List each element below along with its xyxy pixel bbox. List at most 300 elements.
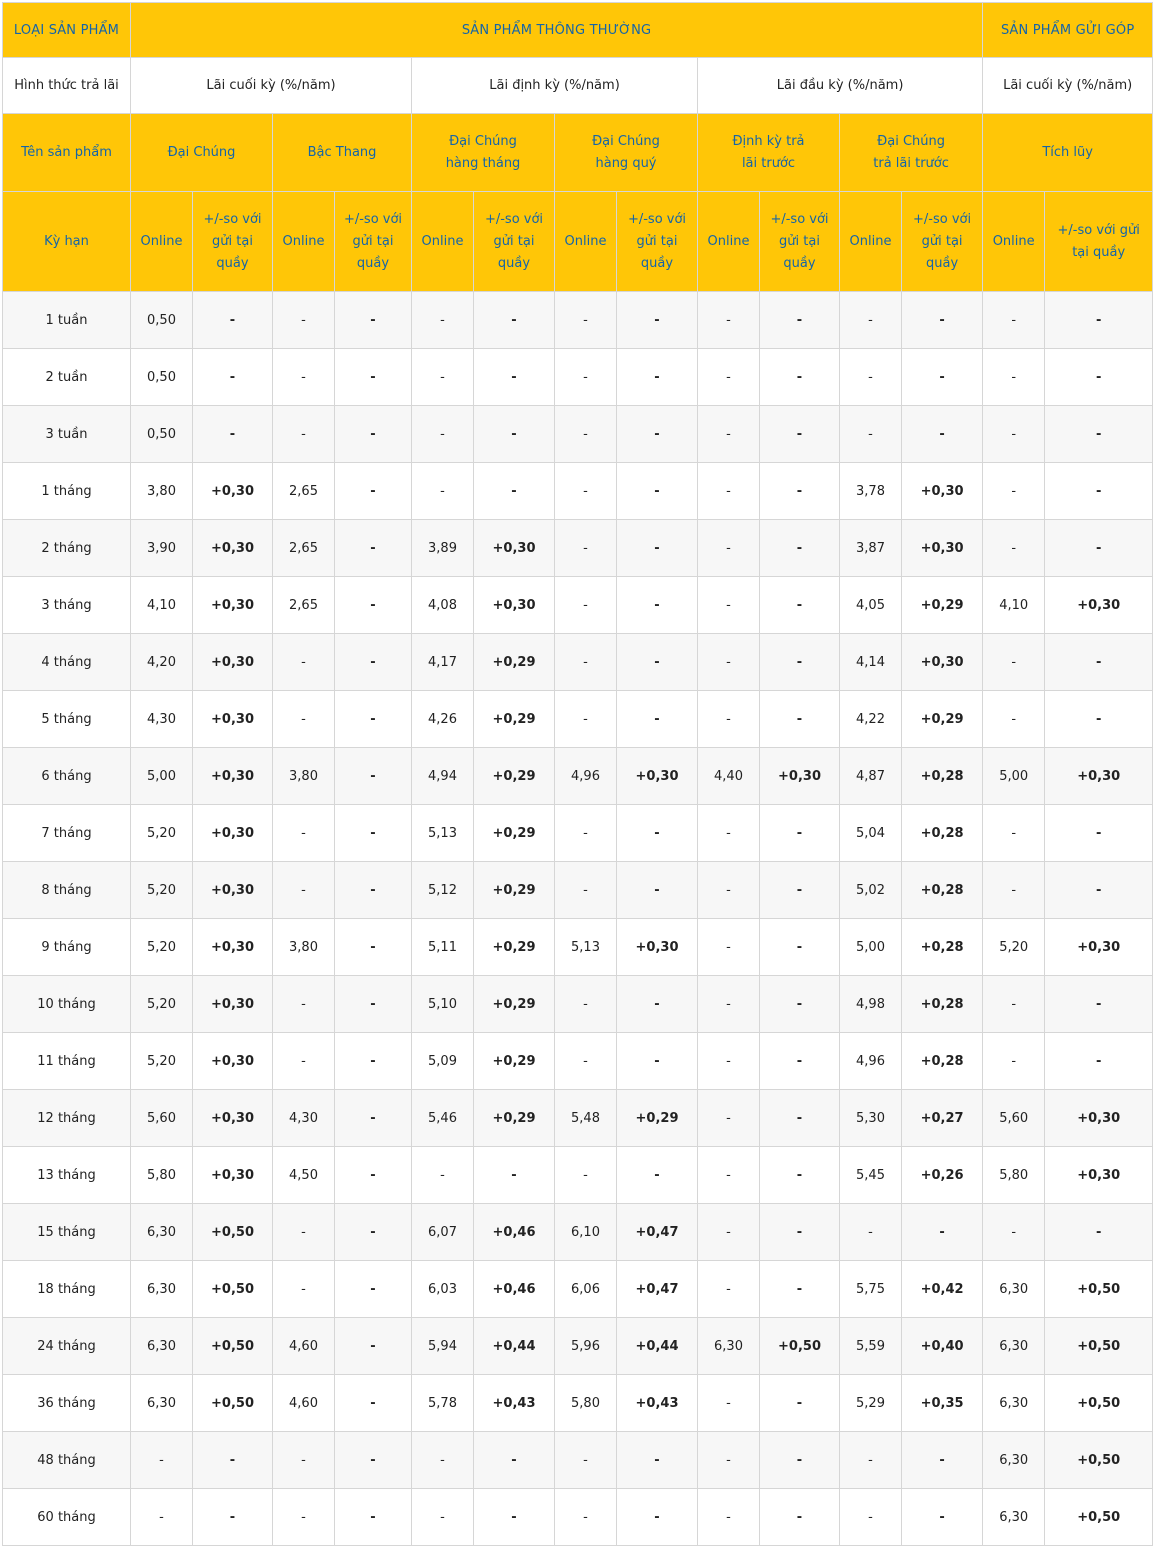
diff-rate-cell: +0,46	[474, 1261, 555, 1318]
diff-rate-cell: -	[335, 862, 412, 919]
diff-rate-cell: -	[760, 1204, 840, 1261]
diff-rate-cell: +0,43	[474, 1375, 555, 1432]
diff-rate-cell: +0,30	[193, 691, 273, 748]
online-rate-cell: 0,50	[131, 349, 193, 406]
diff-column-header: +/-so với gửi tại quầy	[760, 192, 840, 292]
online-rate-cell: 6,30	[983, 1375, 1045, 1432]
term-cell: 1 tuần	[3, 292, 131, 349]
online-rate-cell: 4,40	[698, 748, 760, 805]
diff-rate-cell: +0,30	[193, 976, 273, 1033]
online-rate-cell: 5,20	[131, 919, 193, 976]
online-rate-cell: 5,04	[840, 805, 902, 862]
term-cell: 12 tháng	[3, 1090, 131, 1147]
diff-rate-cell: +0,50	[1045, 1489, 1153, 1546]
table-row	[3, 1318, 1153, 1375]
diff-rate-cell: -	[617, 1033, 698, 1090]
online-rate-cell: 5,60	[131, 1090, 193, 1147]
online-rate-cell: -	[555, 577, 617, 634]
online-rate-cell: -	[698, 577, 760, 634]
table-row	[3, 1033, 1153, 1090]
online-rate-cell: 3,90	[131, 520, 193, 577]
online-rate-cell: -	[698, 1432, 760, 1489]
table-row	[3, 919, 1153, 976]
table-row	[3, 1261, 1153, 1318]
diff-rate-cell: +0,29	[617, 1090, 698, 1147]
diff-rate-cell: -	[760, 1261, 840, 1318]
online-rate-cell: 4,60	[273, 1318, 335, 1375]
diff-rate-cell: -	[474, 349, 555, 406]
diff-rate-cell: +0,44	[474, 1318, 555, 1375]
online-rate-cell: -	[983, 520, 1045, 577]
online-column-header: Online	[983, 192, 1045, 292]
table-row	[3, 805, 1153, 862]
diff-rate-cell: +0,44	[617, 1318, 698, 1375]
diff-rate-cell: +0,29	[474, 1090, 555, 1147]
online-rate-cell: -	[412, 1432, 474, 1489]
diff-rate-cell: -	[474, 463, 555, 520]
online-rate-cell: -	[698, 1375, 760, 1432]
online-rate-cell: -	[840, 1432, 902, 1489]
product-name-text: hàng quý	[595, 155, 657, 171]
product-name-text: Tích lũy	[1042, 144, 1093, 160]
diff-rate-cell: -	[335, 1090, 412, 1147]
online-rate-cell: 6,30	[983, 1432, 1045, 1489]
online-rate-cell: -	[840, 1489, 902, 1546]
diff-rate-cell: -	[474, 406, 555, 463]
online-rate-cell: -	[273, 292, 335, 349]
term-cell: 15 tháng	[3, 1204, 131, 1261]
online-rate-cell: -	[698, 1147, 760, 1204]
online-rate-cell: 6,30	[131, 1375, 193, 1432]
product-name-row	[3, 114, 1153, 192]
online-rate-cell: 5,13	[412, 805, 474, 862]
online-rate-cell: -	[273, 1489, 335, 1546]
diff-rate-cell: -	[617, 691, 698, 748]
table-row	[3, 862, 1153, 919]
diff-rate-cell: -	[335, 805, 412, 862]
online-rate-cell: -	[983, 349, 1045, 406]
end-of-term-header: Lãi cuối kỳ (%/năm)	[131, 58, 412, 114]
online-rate-cell: 5,48	[555, 1090, 617, 1147]
diff-rate-cell: -	[902, 1204, 983, 1261]
diff-rate-cell: -	[760, 805, 840, 862]
online-rate-cell: -	[983, 1204, 1045, 1261]
diff-rate-cell: +0,29	[902, 577, 983, 634]
diff-rate-cell: -	[760, 406, 840, 463]
online-rate-cell: -	[273, 1204, 335, 1261]
online-rate-cell: 6,30	[983, 1261, 1045, 1318]
diff-rate-cell: -	[474, 1147, 555, 1204]
online-rate-cell: 6,06	[555, 1261, 617, 1318]
diff-rate-cell: +0,30	[1045, 919, 1153, 976]
diff-column-header: +/-so với gửi tại quầy	[474, 192, 555, 292]
diff-rate-cell: -	[1045, 406, 1153, 463]
online-rate-cell: -	[555, 349, 617, 406]
online-rate-cell: -	[983, 862, 1045, 919]
online-column-header: Online	[273, 192, 335, 292]
product-type-row	[3, 3, 1153, 58]
online-rate-cell: -	[555, 1033, 617, 1090]
online-rate-cell: 5,46	[412, 1090, 474, 1147]
product-name-text: Đại Chúng	[167, 144, 236, 160]
online-rate-cell: 4,96	[555, 748, 617, 805]
online-rate-cell: -	[555, 976, 617, 1033]
product-name-text: Đại Chúng	[877, 133, 945, 149]
payment-method-row	[3, 58, 1153, 114]
diff-rate-cell: -	[335, 976, 412, 1033]
diff-rate-cell: -	[335, 463, 412, 520]
product-type-label: LOẠI SẢN PHẨM	[3, 3, 131, 58]
table-row	[3, 292, 1153, 349]
product-name-text: Đại Chúng	[449, 133, 517, 149]
online-rate-cell: -	[273, 805, 335, 862]
online-rate-cell: 4,26	[412, 691, 474, 748]
online-rate-cell: 5,75	[840, 1261, 902, 1318]
diff-rate-cell: -	[193, 1489, 273, 1546]
diff-rate-cell: +0,29	[902, 691, 983, 748]
online-rate-cell: 4,10	[131, 577, 193, 634]
online-column-header: Online	[555, 192, 617, 292]
product-dai-chung-monthly	[412, 114, 555, 192]
product-periodic-prepaid	[698, 114, 840, 192]
online-rate-cell: -	[273, 1033, 335, 1090]
diff-rate-cell: +0,50	[193, 1204, 273, 1261]
online-rate-cell: 5,12	[412, 862, 474, 919]
diff-rate-cell: -	[617, 292, 698, 349]
diff-rate-cell: +0,28	[902, 1033, 983, 1090]
online-rate-cell: 5,00	[840, 919, 902, 976]
online-rate-cell: 5,80	[131, 1147, 193, 1204]
online-rate-cell: 4,10	[983, 577, 1045, 634]
online-rate-cell: -	[698, 463, 760, 520]
online-rate-cell: -	[840, 349, 902, 406]
online-rate-cell: 5,60	[983, 1090, 1045, 1147]
diff-rate-cell: +0,29	[474, 805, 555, 862]
diff-rate-cell: -	[760, 691, 840, 748]
online-rate-cell: 5,29	[840, 1375, 902, 1432]
diff-rate-cell: -	[617, 1147, 698, 1204]
end-of-term-header-installment: Lãi cuối kỳ (%/năm)	[983, 58, 1153, 114]
diff-rate-cell: -	[617, 577, 698, 634]
online-column-header: Online	[840, 192, 902, 292]
online-rate-cell: 6,30	[983, 1489, 1045, 1546]
diff-rate-cell: -	[760, 1489, 840, 1546]
diff-rate-cell: +0,30	[193, 1147, 273, 1204]
diff-rate-cell: -	[617, 634, 698, 691]
online-rate-cell: -	[412, 1147, 474, 1204]
product-name-text: lãi trước	[741, 155, 796, 171]
diff-rate-cell: -	[335, 349, 412, 406]
table-row	[3, 1204, 1153, 1261]
diff-rate-cell: -	[193, 406, 273, 463]
diff-rate-cell: -	[335, 292, 412, 349]
diff-rate-cell: +0,28	[902, 862, 983, 919]
diff-rate-cell: -	[760, 520, 840, 577]
online-rate-cell: -	[412, 349, 474, 406]
diff-rate-cell: -	[760, 1090, 840, 1147]
diff-rate-cell: +0,30	[760, 748, 840, 805]
online-rate-cell: 6,07	[412, 1204, 474, 1261]
diff-rate-cell: +0,29	[474, 1033, 555, 1090]
diff-rate-cell: +0,43	[617, 1375, 698, 1432]
online-rate-cell: -	[273, 1432, 335, 1489]
term-cell: 11 tháng	[3, 1033, 131, 1090]
diff-rate-cell: -	[335, 1204, 412, 1261]
online-rate-cell: 3,80	[131, 463, 193, 520]
start-of-term-header: Lãi đầu kỳ (%/năm)	[698, 58, 983, 114]
online-rate-cell: 6,30	[698, 1318, 760, 1375]
online-rate-cell: -	[555, 862, 617, 919]
diff-rate-cell: +0,28	[902, 748, 983, 805]
regular-products-header: SẢN PHẨM THÔNG THƯỜNG	[131, 3, 983, 58]
online-rate-cell: -	[983, 463, 1045, 520]
diff-rate-cell: -	[1045, 520, 1153, 577]
product-name-text: Định kỳ trả	[732, 133, 805, 149]
diff-rate-cell: -	[335, 1261, 412, 1318]
term-cell: 9 tháng	[3, 919, 131, 976]
online-rate-cell: -	[698, 1489, 760, 1546]
diff-rate-cell: -	[1045, 1033, 1153, 1090]
term-cell: 3 tuần	[3, 406, 131, 463]
online-rate-cell: 4,50	[273, 1147, 335, 1204]
online-rate-cell: -	[412, 463, 474, 520]
online-rate-cell: 3,78	[840, 463, 902, 520]
table-row	[3, 1147, 1153, 1204]
online-rate-cell: 4,08	[412, 577, 474, 634]
table-row	[3, 1432, 1153, 1489]
diff-rate-cell: -	[760, 919, 840, 976]
table-row	[3, 1375, 1153, 1432]
diff-rate-cell: -	[760, 1147, 840, 1204]
diff-rate-cell: +0,50	[193, 1261, 273, 1318]
online-rate-cell: 5,80	[555, 1375, 617, 1432]
online-rate-cell: 4,96	[840, 1033, 902, 1090]
diff-rate-cell: +0,47	[617, 1261, 698, 1318]
diff-rate-cell: +0,30	[193, 748, 273, 805]
term-cell: 24 tháng	[3, 1318, 131, 1375]
term-header-row	[3, 192, 1153, 292]
online-rate-cell: -	[983, 1033, 1045, 1090]
diff-rate-cell: -	[760, 634, 840, 691]
diff-rate-cell: -	[335, 1432, 412, 1489]
online-rate-cell: 6,30	[131, 1204, 193, 1261]
online-rate-cell: -	[273, 976, 335, 1033]
diff-column-header: +/-so với gửi tại quầy	[1045, 192, 1153, 292]
diff-rate-cell: -	[760, 577, 840, 634]
diff-rate-cell: +0,29	[474, 634, 555, 691]
diff-rate-cell: -	[617, 349, 698, 406]
diff-rate-cell: -	[1045, 349, 1153, 406]
diff-rate-cell: +0,30	[193, 862, 273, 919]
diff-rate-cell: -	[335, 691, 412, 748]
online-rate-cell: -	[273, 406, 335, 463]
diff-rate-cell: -	[617, 805, 698, 862]
term-cell: 1 tháng	[3, 463, 131, 520]
product-tich-luy	[983, 114, 1153, 192]
online-rate-cell: -	[698, 1033, 760, 1090]
diff-rate-cell: -	[335, 748, 412, 805]
diff-rate-cell: +0,29	[474, 862, 555, 919]
diff-column-header: +/-so với gửi tại quầy	[335, 192, 412, 292]
online-rate-cell: 5,59	[840, 1318, 902, 1375]
diff-column-header: +/-so với gửi tại quầy	[902, 192, 983, 292]
diff-rate-cell: +0,30	[902, 634, 983, 691]
diff-rate-cell: +0,50	[1045, 1375, 1153, 1432]
diff-column-header: +/-so với gửi tại quầy	[617, 192, 698, 292]
diff-rate-cell: -	[193, 292, 273, 349]
online-rate-cell: -	[273, 862, 335, 919]
diff-column-header: +/-so với gửi tại quầy	[193, 192, 273, 292]
product-dai-chung-quarterly	[555, 114, 698, 192]
online-rate-cell: -	[698, 976, 760, 1033]
diff-rate-cell: +0,30	[193, 520, 273, 577]
online-rate-cell: 5,11	[412, 919, 474, 976]
diff-rate-cell: -	[617, 1489, 698, 1546]
term-cell: 4 tháng	[3, 634, 131, 691]
term-cell: 8 tháng	[3, 862, 131, 919]
table-row	[3, 349, 1153, 406]
term-cell: 2 tháng	[3, 520, 131, 577]
online-rate-cell: 6,30	[983, 1318, 1045, 1375]
online-rate-cell: 4,22	[840, 691, 902, 748]
table-row	[3, 691, 1153, 748]
term-cell: 18 tháng	[3, 1261, 131, 1318]
online-rate-cell: -	[840, 406, 902, 463]
diff-rate-cell: +0,28	[902, 805, 983, 862]
online-rate-cell: -	[983, 976, 1045, 1033]
product-name-text: Bậc Thang	[307, 144, 377, 160]
online-column-header: Online	[131, 192, 193, 292]
online-rate-cell: -	[698, 292, 760, 349]
diff-rate-cell: -	[760, 862, 840, 919]
table-row	[3, 634, 1153, 691]
online-rate-cell: 5,00	[983, 748, 1045, 805]
diff-rate-cell: -	[760, 1375, 840, 1432]
online-rate-cell: 5,10	[412, 976, 474, 1033]
diff-rate-cell: -	[617, 862, 698, 919]
diff-rate-cell: -	[760, 976, 840, 1033]
online-column-header: Online	[698, 192, 760, 292]
online-rate-cell: -	[412, 292, 474, 349]
diff-rate-cell: -	[1045, 292, 1153, 349]
online-rate-cell: -	[131, 1489, 193, 1546]
online-rate-cell: -	[555, 634, 617, 691]
diff-rate-cell: +0,30	[1045, 748, 1153, 805]
online-rate-cell: -	[698, 1090, 760, 1147]
table-row	[3, 463, 1153, 520]
diff-rate-cell: +0,46	[474, 1204, 555, 1261]
online-rate-cell: 5,00	[131, 748, 193, 805]
diff-rate-cell: +0,30	[617, 919, 698, 976]
online-rate-cell: 4,30	[273, 1090, 335, 1147]
diff-rate-cell: -	[902, 349, 983, 406]
diff-rate-cell: -	[474, 292, 555, 349]
diff-rate-cell: -	[335, 1147, 412, 1204]
installment-products-header: SẢN PHẨM GỬI GÓP	[983, 3, 1153, 58]
online-rate-cell: 4,14	[840, 634, 902, 691]
diff-rate-cell: -	[1045, 691, 1153, 748]
online-rate-cell: -	[698, 406, 760, 463]
online-rate-cell: -	[698, 919, 760, 976]
diff-rate-cell: -	[474, 1489, 555, 1546]
online-rate-cell: -	[983, 805, 1045, 862]
online-rate-cell: -	[840, 1204, 902, 1261]
term-cell: 5 tháng	[3, 691, 131, 748]
diff-rate-cell: -	[335, 577, 412, 634]
periodic-header: Lãi định kỳ (%/năm)	[412, 58, 698, 114]
diff-rate-cell: -	[1045, 976, 1153, 1033]
online-rate-cell: 5,45	[840, 1147, 902, 1204]
diff-rate-cell: -	[335, 1375, 412, 1432]
online-rate-cell: -	[555, 1147, 617, 1204]
diff-rate-cell: -	[760, 1432, 840, 1489]
diff-rate-cell: -	[902, 1432, 983, 1489]
online-rate-cell: 2,65	[273, 463, 335, 520]
diff-rate-cell: +0,47	[617, 1204, 698, 1261]
diff-rate-cell: +0,50	[1045, 1261, 1153, 1318]
term-label: Kỳ hạn	[3, 192, 131, 292]
online-rate-cell: 5,30	[840, 1090, 902, 1147]
diff-rate-cell: +0,30	[193, 1090, 273, 1147]
online-rate-cell: 5,20	[983, 919, 1045, 976]
online-rate-cell: 5,78	[412, 1375, 474, 1432]
diff-rate-cell: +0,29	[474, 976, 555, 1033]
diff-rate-cell: +0,27	[902, 1090, 983, 1147]
online-rate-cell: -	[131, 1432, 193, 1489]
diff-rate-cell: +0,30	[193, 919, 273, 976]
online-rate-cell: -	[412, 406, 474, 463]
term-cell: 36 tháng	[3, 1375, 131, 1432]
diff-rate-cell: -	[760, 349, 840, 406]
online-rate-cell: -	[698, 634, 760, 691]
online-rate-cell: -	[555, 1489, 617, 1546]
online-rate-cell: 5,80	[983, 1147, 1045, 1204]
diff-rate-cell: -	[335, 520, 412, 577]
term-cell: 6 tháng	[3, 748, 131, 805]
online-rate-cell: -	[555, 1432, 617, 1489]
diff-rate-cell: +0,29	[474, 691, 555, 748]
online-rate-cell: 4,30	[131, 691, 193, 748]
diff-rate-cell: -	[335, 634, 412, 691]
online-rate-cell: 2,65	[273, 520, 335, 577]
payment-method-label: Hình thức trả lãi	[3, 58, 131, 114]
term-cell: 2 tuần	[3, 349, 131, 406]
diff-rate-cell: +0,28	[902, 919, 983, 976]
term-cell: 3 tháng	[3, 577, 131, 634]
online-rate-cell: -	[273, 634, 335, 691]
online-rate-cell: 5,09	[412, 1033, 474, 1090]
online-rate-cell: 6,30	[131, 1318, 193, 1375]
online-rate-cell: 5,96	[555, 1318, 617, 1375]
online-rate-cell: -	[555, 406, 617, 463]
online-rate-cell: 5,20	[131, 862, 193, 919]
diff-rate-cell: -	[1045, 862, 1153, 919]
table-row	[3, 1489, 1153, 1546]
online-rate-cell: -	[698, 805, 760, 862]
diff-rate-cell: -	[1045, 634, 1153, 691]
online-rate-cell: 5,13	[555, 919, 617, 976]
online-column-header: Online	[412, 192, 474, 292]
online-rate-cell: 4,17	[412, 634, 474, 691]
diff-rate-cell: -	[617, 976, 698, 1033]
table-row	[3, 748, 1153, 805]
diff-rate-cell: +0,30	[474, 577, 555, 634]
diff-rate-cell: -	[1045, 1204, 1153, 1261]
diff-rate-cell: +0,30	[902, 463, 983, 520]
online-rate-cell: 0,50	[131, 406, 193, 463]
online-rate-cell: 5,20	[131, 1033, 193, 1090]
online-rate-cell: -	[273, 1261, 335, 1318]
